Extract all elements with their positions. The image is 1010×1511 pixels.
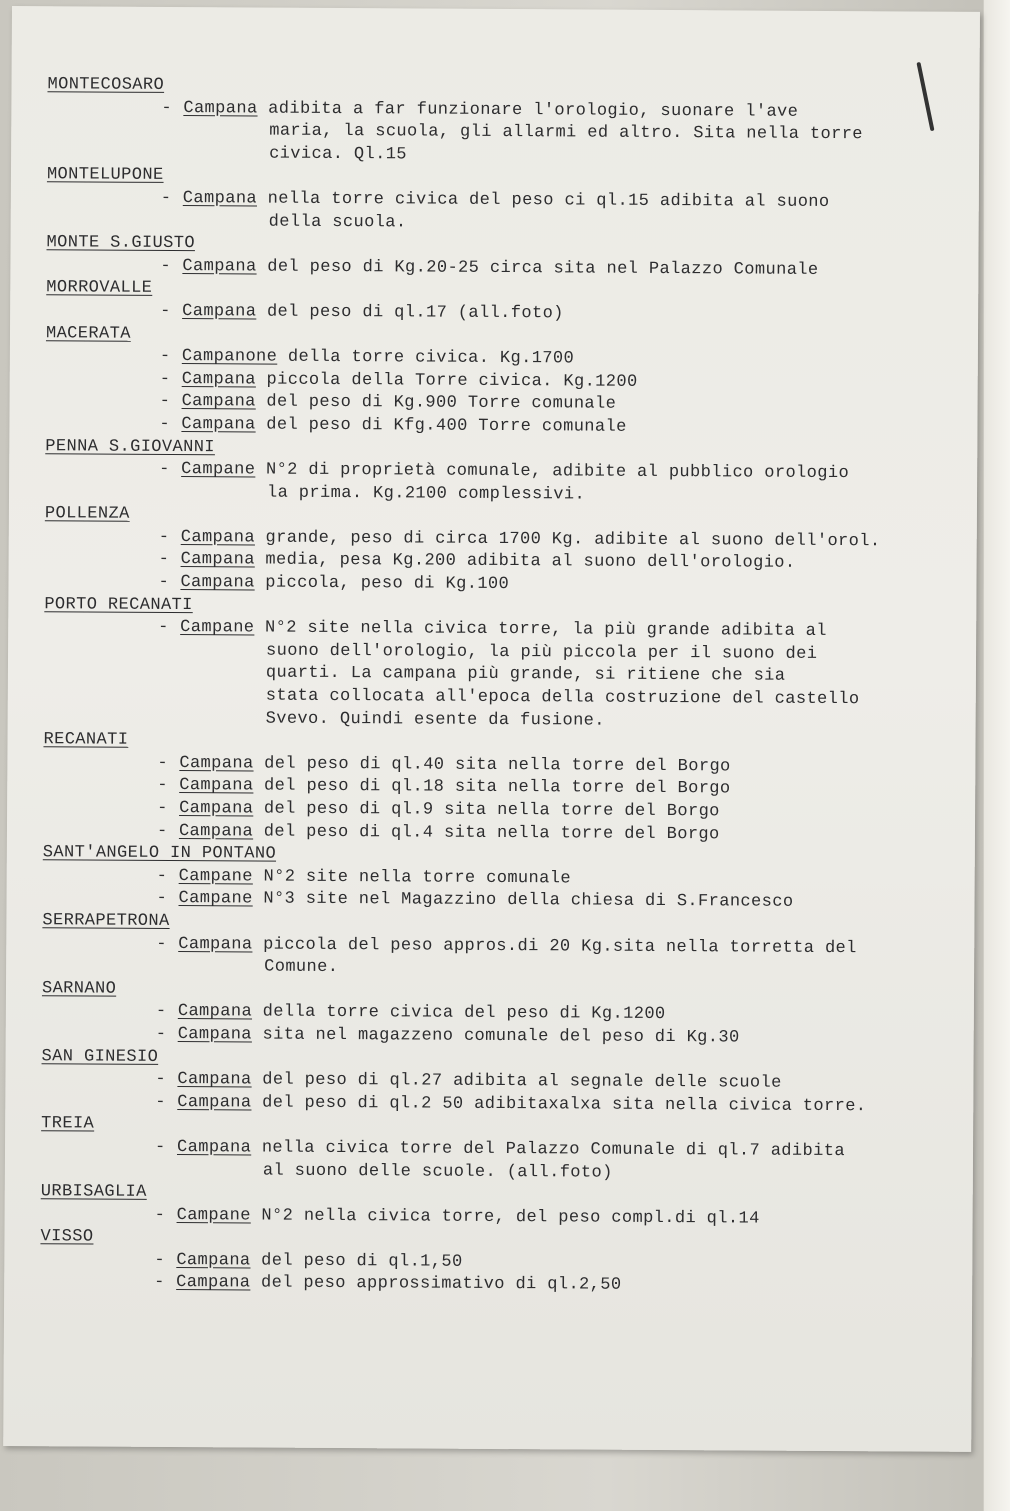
town-section <box>43 729 974 848</box>
entry-text-line: della scuola. <box>268 212 407 232</box>
entry-text-line: civica. Ql.15 <box>269 144 407 165</box>
bell-keyword: Campana <box>177 1002 253 1022</box>
list-dash: - <box>155 1070 167 1090</box>
town-section <box>44 594 975 735</box>
list-dash: - <box>154 1137 166 1157</box>
entry-text-line: piccola della Torre civica. Kg.1200 <box>266 370 638 392</box>
bell-keyword: Campanone <box>181 347 278 367</box>
town-section <box>46 232 976 283</box>
entry-text-line: del peso approssimativo di ql.2,50 <box>260 1274 622 1296</box>
town-section <box>42 842 972 915</box>
town-heading: PENNA S.GIOVANNI <box>45 436 216 457</box>
bell-entry <box>42 933 972 984</box>
list-dash: - <box>157 776 168 796</box>
entry-text-line: del peso di Kg.20-25 circa sita nel Palazzo Comunale <box>267 257 819 280</box>
bell-keyword: Campana <box>177 1092 252 1113</box>
town-section <box>41 1046 971 1119</box>
entry-text-line: del peso di Kg.900 Torre comunale <box>266 392 617 415</box>
town-section <box>47 165 977 238</box>
entry-text-line: piccola, peso di Kg.100 <box>265 573 510 595</box>
entry-text-line: al suono delle scuole. (all.foto) <box>262 1161 613 1183</box>
town-section <box>45 436 975 509</box>
town-section <box>46 278 976 329</box>
entry-text-line: N°2 nella civica torre, del peso compl.di ql.14 <box>261 1206 760 1229</box>
list-dash: - <box>159 347 171 367</box>
bell-keyword: Campana <box>180 527 256 548</box>
town-section <box>42 910 972 983</box>
bell-keyword: Campana <box>180 550 255 570</box>
bell-keyword: Campana <box>179 776 254 796</box>
entry-text-line: del peso di ql.40 sita nella torre del Borgo <box>264 754 731 777</box>
town-section <box>44 503 975 599</box>
list-dash: - <box>158 550 170 570</box>
town-heading: SARNANO <box>41 978 117 999</box>
town-heading: URBISAGLIA <box>40 1182 147 1202</box>
entry-text-line: della torre civica. Kg.1700 <box>287 347 575 369</box>
town-section <box>45 323 976 442</box>
bell-keyword: Campana <box>179 753 254 774</box>
list-dash: - <box>158 572 170 593</box>
bell-keyword: Campane <box>181 460 256 480</box>
typed-page <box>3 6 980 1452</box>
town-heading: POLLENZA <box>44 504 130 525</box>
entry-text-line: maria, la scuola, gli allarmi ed altro. Sita nella torre <box>269 121 863 145</box>
entry-text-line: la prima. Kg.2100 complessivi. <box>266 483 586 505</box>
bell-entry <box>44 616 975 735</box>
bell-keyword: Campana <box>182 189 258 209</box>
town-section <box>47 74 978 170</box>
bell-keyword: Campane <box>176 1205 251 1226</box>
entry-text-line: del peso di ql.17 (all.foto) <box>266 302 564 324</box>
town-heading: MONTECOSARO <box>47 75 165 95</box>
bell-keyword: Campane <box>178 889 253 909</box>
underlying-sheet-edge <box>983 0 1010 1511</box>
bell-keyword: Campana <box>181 392 256 412</box>
list-dash: - <box>154 1273 165 1293</box>
town-section <box>41 1181 971 1232</box>
bell-keyword: Campana <box>179 799 254 819</box>
town-section <box>41 1114 971 1187</box>
entry-text-line: quarti. La campana più grande, si ritiene che sia <box>265 664 786 687</box>
entry-text-line: nella torre civica del peso ci ql.15 adibita al suono <box>267 189 830 212</box>
list-dash: - <box>158 527 170 547</box>
bell-keyword: Campana <box>178 934 253 955</box>
bell-keyword: Campana <box>180 573 255 593</box>
bell-keyword: Campana <box>181 414 256 435</box>
bell-entry <box>41 1136 971 1187</box>
entry-text-line: Comune. <box>264 957 339 978</box>
town-section <box>40 1226 970 1299</box>
entry-text-line: del peso di Kfg.400 Torre comunale <box>266 415 627 437</box>
list-dash: - <box>154 1205 166 1225</box>
list-dash: - <box>155 1024 167 1044</box>
bell-entry <box>45 458 975 509</box>
entry-text-line: del peso di ql.18 sita nella torre del Borgo <box>264 776 731 799</box>
list-dash: - <box>156 866 168 886</box>
list-dash: - <box>159 392 171 412</box>
town-heading: MORROVALLE <box>46 278 153 299</box>
list-dash: - <box>154 1250 166 1270</box>
town-heading: VISSO <box>40 1227 94 1247</box>
entry-text-line: N°2 site nella civica torre, la più grande adibita al <box>264 618 827 642</box>
entry-text-line: adibita a far funzionare l'orologio, suonare l'ave <box>268 99 799 122</box>
entry-text-line: sita nel magazzeno comunale del peso di Kg.30 <box>262 1025 740 1048</box>
bell-keyword: Campana <box>182 256 257 277</box>
entry-text-line: del peso di ql.4 sita nella torre del Borgo <box>263 822 720 844</box>
list-dash: - <box>158 618 169 638</box>
entry-text-line: della torre civica del peso di Kg.1200 <box>262 1002 666 1025</box>
bell-entry <box>47 187 977 238</box>
town-section <box>42 978 972 1051</box>
list-dash: - <box>159 460 170 480</box>
entry-text-line: Svevo. Quindi esente da fusione. <box>265 709 605 731</box>
entry-text-line: del peso di ql.2 50 adibitaxalxa sita nella civica torre. <box>262 1093 867 1116</box>
list-dash: - <box>160 188 172 208</box>
bell-keyword: Campana <box>177 1024 252 1045</box>
town-heading: RECANATI <box>43 730 129 750</box>
bell-keyword: Campana <box>176 1273 251 1293</box>
entry-text-line: grande, peso di circa 1700 Kg. adibite al suono dell'orol. <box>265 528 881 552</box>
list-dash: - <box>159 414 171 434</box>
bell-inventory-list <box>40 74 977 1300</box>
entry-text-line: del peso di ql.9 sita nella torre del Borgo <box>263 799 720 822</box>
town-heading: MONTE S.GIUSTO <box>46 233 196 254</box>
entry-text-line: N°2 di proprietà comunale, adibite al pubblico orologio <box>265 460 850 484</box>
bell-keyword: Campana <box>183 98 258 119</box>
town-heading: SERRAPETRONA <box>42 911 170 931</box>
entry-text-line: del peso di ql.1,50 <box>261 1251 463 1272</box>
list-dash: - <box>157 798 168 818</box>
town-heading: SAN GINESIO <box>41 1046 159 1067</box>
bell-keyword: Campane <box>178 866 253 887</box>
town-heading: PORTO RECANATI <box>44 594 193 615</box>
entry-text-line: N°3 site nel Magazzino della chiesa di S.Francesco <box>263 889 794 913</box>
list-dash: - <box>155 1002 167 1022</box>
list-dash: - <box>161 98 173 118</box>
bell-keyword: Campana <box>181 369 256 390</box>
list-dash: - <box>157 753 169 773</box>
bell-keyword: Campana <box>177 1070 252 1090</box>
bell-keyword: Campane <box>180 618 255 638</box>
town-heading: MONTELUPONE <box>46 165 164 186</box>
list-dash: - <box>160 301 171 321</box>
list-dash: - <box>156 821 168 841</box>
entry-text-line: N°2 site nella torre comunale <box>263 867 572 889</box>
bell-entry <box>40 1272 970 1300</box>
town-heading: MACERATA <box>45 323 131 344</box>
list-dash: - <box>159 369 171 389</box>
entry-text-line: suono dell'orologio, la più piccola per il suono dei <box>266 641 818 664</box>
list-dash: - <box>156 934 167 954</box>
entry-text-line: del peso di ql.27 adibita al segnale delle scuole <box>262 1070 782 1093</box>
entry-text-line: media, pesa Kg.200 adibita al suono dell'orologio. <box>265 551 796 574</box>
bell-keyword: Campana <box>178 821 254 842</box>
entry-text-line: stata collocata all'epoca della costruzione del castello <box>265 686 860 710</box>
bell-keyword: Campana <box>176 1250 251 1271</box>
bell-entry <box>47 97 977 170</box>
list-dash: - <box>156 889 168 909</box>
entry-text-line: nella civica torre del Palazzo Comunale di ql.7 adibita <box>261 1138 845 1162</box>
entry-text-line: piccola del peso appros.di 20 Kg.sita nella torretta del <box>263 935 857 958</box>
list-dash: - <box>155 1092 166 1112</box>
town-heading: SANT'ANGELO IN PONTANO <box>42 843 277 864</box>
town-heading: TREIA <box>41 1114 95 1134</box>
bell-keyword: Campana <box>176 1137 252 1158</box>
bell-keyword: Campana <box>182 301 257 322</box>
list-dash: - <box>160 256 172 276</box>
